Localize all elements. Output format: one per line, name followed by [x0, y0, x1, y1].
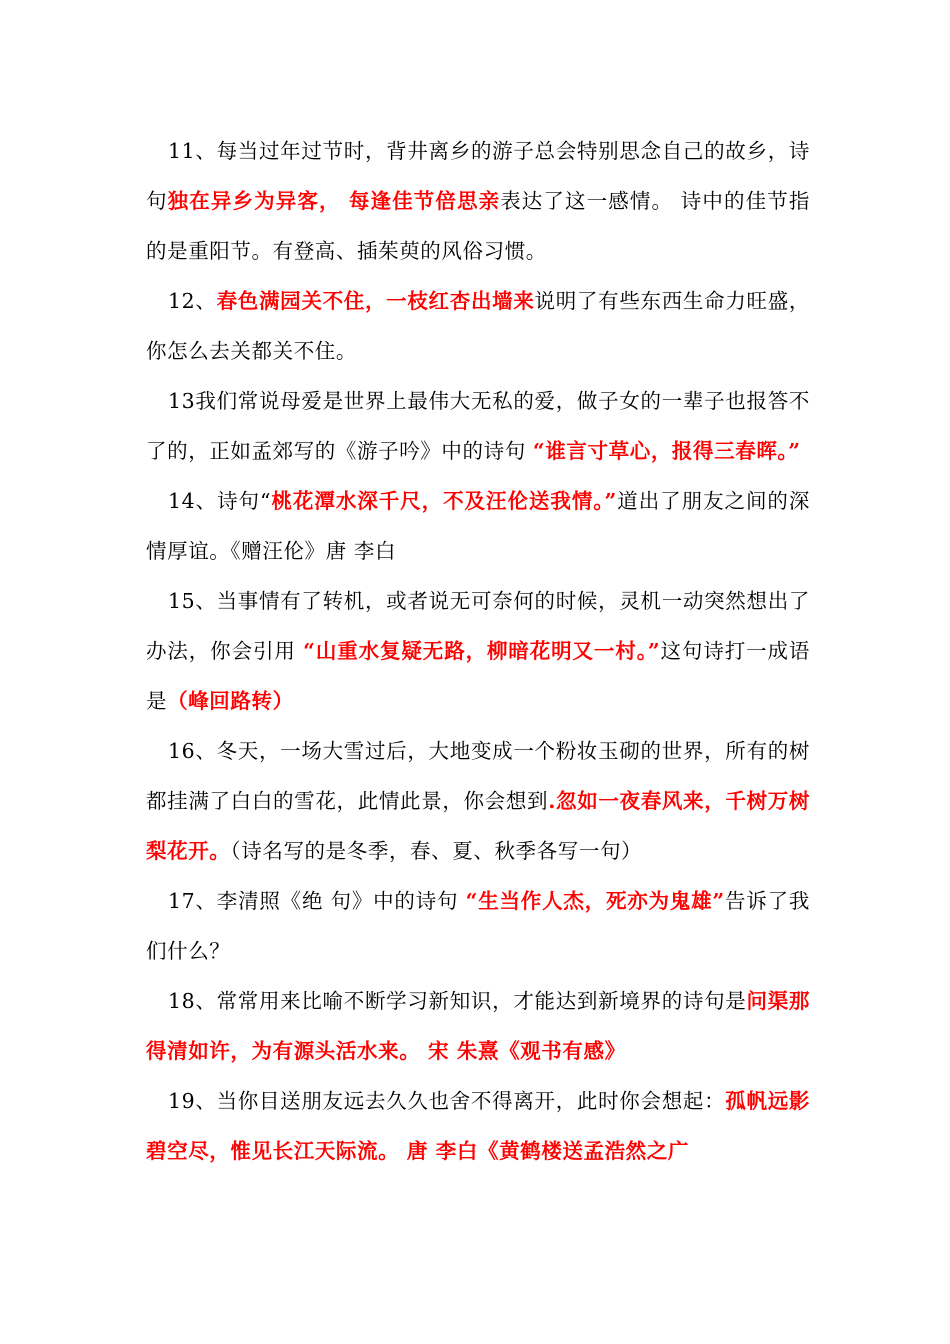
paragraph-text: 表达了这一感情。 诗中的佳节指的是重阳节。有登高、插茱萸的风俗习惯。	[146, 189, 810, 263]
poem-quote: 问渠那得清如许，为有源头活水来。 宋 朱熹《观书有感》	[146, 989, 810, 1063]
paragraph-15	[146, 576, 810, 726]
poem-quote: 独在异乡为异客， 每逢佳节倍思亲	[167, 189, 501, 213]
paragraph-text: 16、冬天，一场大雪过后，大地变成一个粉妆玉砌的世界，所有的树都挂满了白白的雪花，此情此景，你会想到	[146, 739, 810, 813]
paragraph-text: 19、当你目送朋友远去久久也舍不得离开，此时你会想起：	[168, 1089, 726, 1113]
paragraph-12	[146, 276, 810, 376]
paragraph-13	[146, 376, 810, 476]
idiom-answer: （峰回路转）	[167, 689, 294, 713]
paragraph-text: 15、当事情有了转机，或者说无可奈何的时候，灵机一动突然想出了办法，你会引用	[146, 589, 810, 663]
paragraph-text: 14、诗句“	[168, 489, 272, 513]
poem-quote: 孤帆远影碧空尽，惟见长江天际流。 唐 李白《黄鹤楼送孟浩然之广	[146, 1089, 810, 1163]
paragraph-text: 说明了有些东西生命力旺盛，你怎么去关都关不住。	[146, 289, 811, 363]
paragraph-11	[146, 126, 810, 276]
paragraph-text: 道出了朋友之间的深情厚谊。《赠汪伦》唐 李白	[146, 489, 810, 563]
poem-quote: “谁言寸草心，报得三春晖。”	[532, 439, 801, 463]
paragraph-19	[146, 1076, 810, 1176]
paragraph-text: 12、	[168, 289, 217, 313]
paragraph-text: 11、每当过年过节时，背井离乡的游子总会特别思念自己的故乡，诗句	[146, 139, 810, 213]
paragraph-text: 告诉了我们什么？	[146, 889, 811, 963]
paragraph-16	[146, 726, 810, 876]
poem-quote: .忽如一夜春风来，千树万树梨花开。	[146, 789, 811, 863]
poem-quote: “生当作人杰，死亦为鬼雄”	[465, 889, 725, 913]
poem-quote: 桃花潭水深千尺，不及汪伦送我情。”	[271, 489, 617, 513]
paragraph-text: 这句诗打一成语是	[146, 639, 810, 713]
paragraph-17	[146, 876, 810, 976]
paragraph-text: 18、常常用来比喻不断学习新知识，才能达到新境界的诗句是	[168, 989, 747, 1013]
document-body	[146, 126, 810, 1176]
paragraph-text: 17、李清照《绝 句》中的诗句	[168, 889, 466, 913]
poem-quote: “山重水复疑无路，柳暗花明又一村。”	[303, 639, 661, 663]
paragraph-text: （诗名写的是冬季，春、夏、秋季各写一句）	[230, 839, 643, 863]
paragraph-text: 13我们常说母爱是世界上最伟大无私的爱，做子女的一辈子也报答不了的，正如孟郊写的《游子吟》中的诗句	[146, 389, 810, 463]
paragraph-14	[146, 476, 810, 576]
poem-quote: 春色满园关不住，一枝红杏出墙来	[216, 289, 535, 313]
paragraph-18	[146, 976, 810, 1076]
